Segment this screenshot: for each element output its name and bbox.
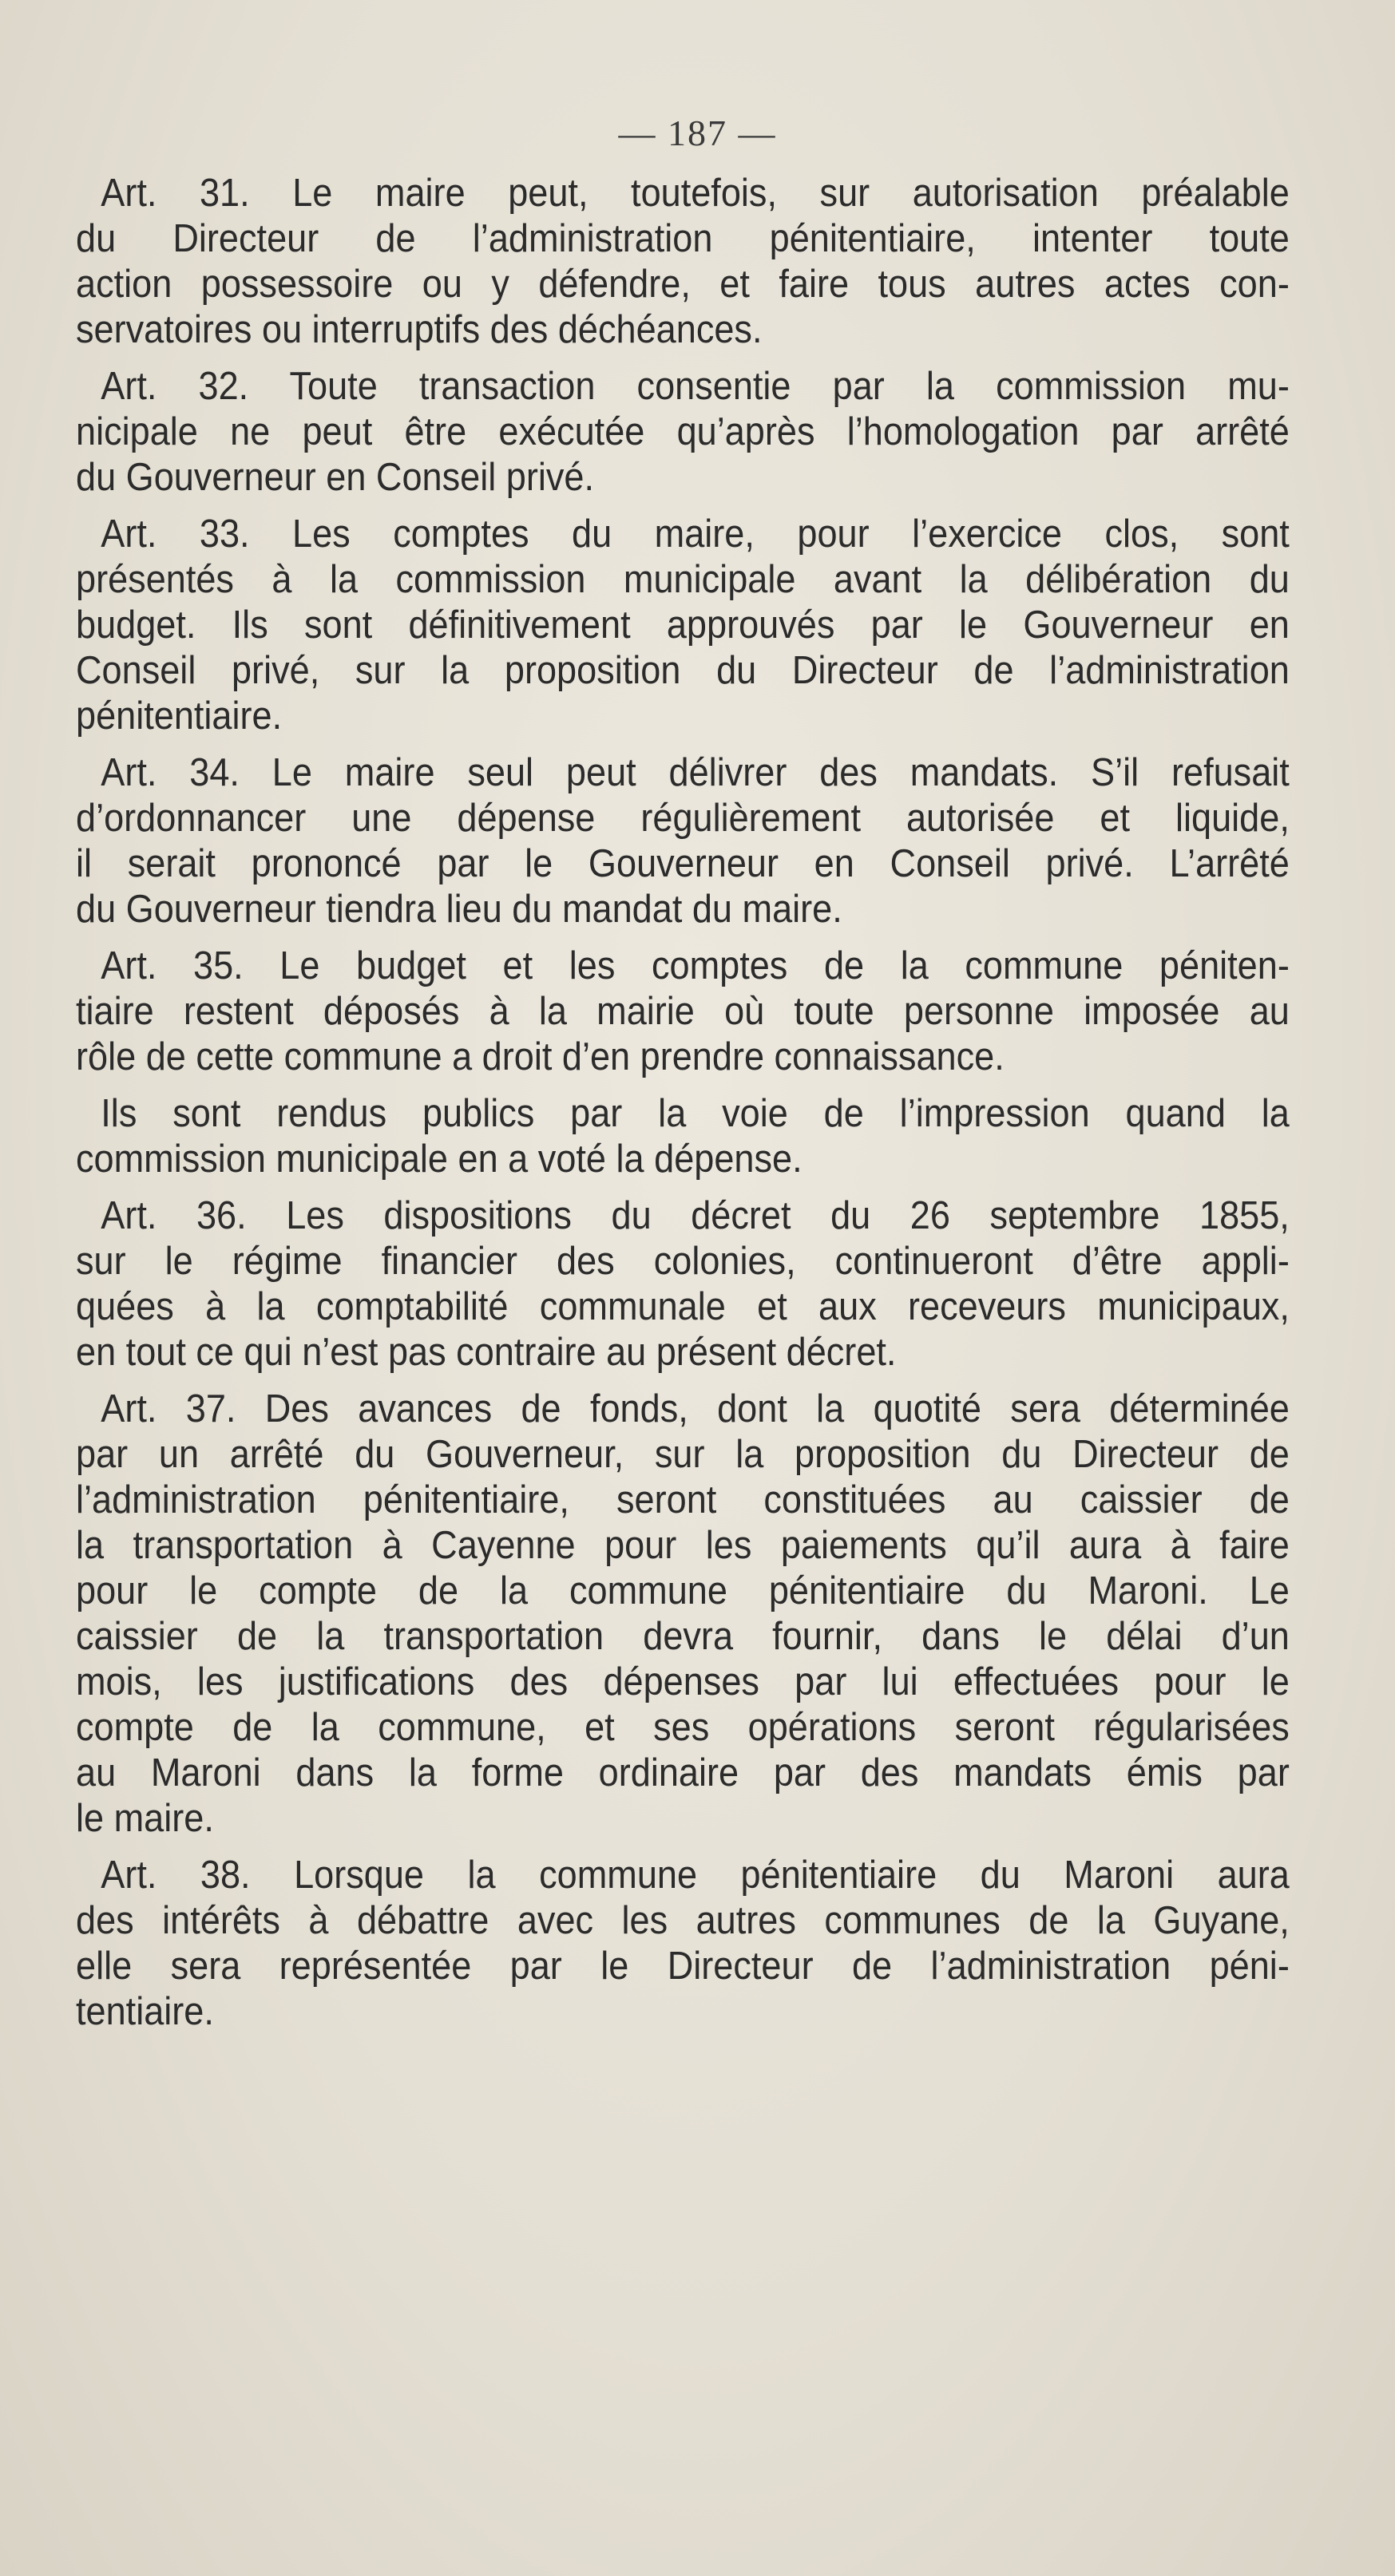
text-line: d’ordonnancer une dépense régulièrement autorisée et liquide, bbox=[76, 797, 1290, 840]
article-38 bbox=[76, 1853, 1290, 2035]
text-line: l’administration pénitentiaire, seront constituées au caissier de bbox=[76, 1478, 1290, 1521]
text-line: présentés à la commission municipale avant la délibération du bbox=[76, 558, 1290, 601]
text-line: caissier de la transportation devra fournir, dans le délai d’un bbox=[76, 1615, 1290, 1658]
article-34 bbox=[76, 750, 1290, 932]
text-line: Art. 36. Les dispositions du décret du 26 septembre 1855, bbox=[101, 1194, 1290, 1237]
text-line: au Maroni dans la forme ordinaire par des mandats émis par bbox=[76, 1751, 1290, 1794]
text-line: servatoires ou interruptifs des déchéances. bbox=[76, 308, 763, 351]
document-body bbox=[76, 171, 1290, 2046]
text-line: Art. 37. Des avances de fonds, dont la quotité sera déterminée bbox=[101, 1387, 1290, 1430]
text-line: elle sera représentée par le Directeur de l’administration péni- bbox=[76, 1945, 1290, 1988]
text-line: budget. Ils sont définitivement approuvés par le Gouverneur en bbox=[76, 603, 1290, 647]
text-line: par un arrêté du Gouverneur, sur la proposition du Directeur de bbox=[76, 1433, 1290, 1476]
article-35-continued bbox=[76, 1091, 1290, 1182]
text-line: Conseil privé, sur la proposition du Directeur de l’administration bbox=[76, 649, 1290, 692]
text-line: pour le compte de la commune pénitentiaire du Maroni. Le bbox=[76, 1569, 1290, 1612]
text-line: du Directeur de l’administration pénitentiaire, intenter toute bbox=[76, 217, 1290, 260]
article-35 bbox=[76, 944, 1290, 1080]
text-line: le maire. bbox=[76, 1797, 214, 1840]
text-line: sur le régime financier des colonies, continueront d’être appli- bbox=[76, 1240, 1290, 1283]
text-line: Art. 38. Lorsque la commune pénitentiaire du Maroni aura bbox=[101, 1854, 1290, 1897]
text-line: Art. 33. Les comptes du maire, pour l’exercice clos, sont bbox=[101, 512, 1290, 556]
article-37 bbox=[76, 1387, 1290, 1842]
text-line: du Gouverneur tiendra lieu du mandat du maire. bbox=[76, 888, 842, 931]
text-line: du Gouverneur en Conseil privé. bbox=[76, 456, 595, 499]
article-32 bbox=[76, 364, 1290, 501]
article-33 bbox=[76, 512, 1290, 739]
text-line: des intérêts à débattre avec les autres communes de la Guyane, bbox=[76, 1899, 1290, 1942]
text-line: compte de la commune, et ses opérations seront régularisées bbox=[76, 1706, 1290, 1749]
text-line: commission municipale en a voté la dépense. bbox=[76, 1138, 803, 1181]
text-line: Art. 32. Toute transaction consentie par la commission mu- bbox=[101, 365, 1290, 408]
text-line: Ils sont rendus publics par la voie de l’impression quand la bbox=[101, 1092, 1290, 1135]
article-31 bbox=[76, 171, 1290, 353]
article-36 bbox=[76, 1193, 1290, 1375]
page-number: — 187 — bbox=[618, 113, 777, 153]
text-line: mois, les justifications des dépenses par lui effectuées pour le bbox=[76, 1660, 1290, 1703]
text-line: quées à la comptabilité communale et aux receveurs municipaux, bbox=[76, 1285, 1290, 1328]
text-line: en tout ce qui n’est pas contraire au présent décret. bbox=[76, 1331, 897, 1374]
text-line: pénitentiaire. bbox=[76, 694, 283, 738]
text-line: Art. 35. Le budget et les comptes de la commune péniten- bbox=[101, 944, 1290, 987]
text-line: tiaire restent déposés à la mairie où toute personne imposée au bbox=[76, 990, 1290, 1033]
text-line: Art. 31. Le maire peut, toutefois, sur autorisation préalable bbox=[101, 172, 1290, 215]
text-line: tentiaire. bbox=[76, 1990, 214, 2033]
text-line: il serait prononcé par le Gouverneur en Conseil privé. L’arrêté bbox=[76, 842, 1290, 885]
text-line: action possessoire ou y défendre, et faire tous autres actes con- bbox=[76, 263, 1290, 306]
text-line: Art. 34. Le maire seul peut délivrer des mandats. S’il refusait bbox=[101, 751, 1290, 794]
text-line: rôle de cette commune a droit d’en prendre connaissance. bbox=[76, 1035, 1005, 1078]
text-line: la transportation à Cayenne pour les paiements qu’il aura à faire bbox=[76, 1524, 1290, 1567]
text-line: nicipale ne peut être exécutée qu’après l’homologation par arrêté bbox=[76, 410, 1290, 453]
